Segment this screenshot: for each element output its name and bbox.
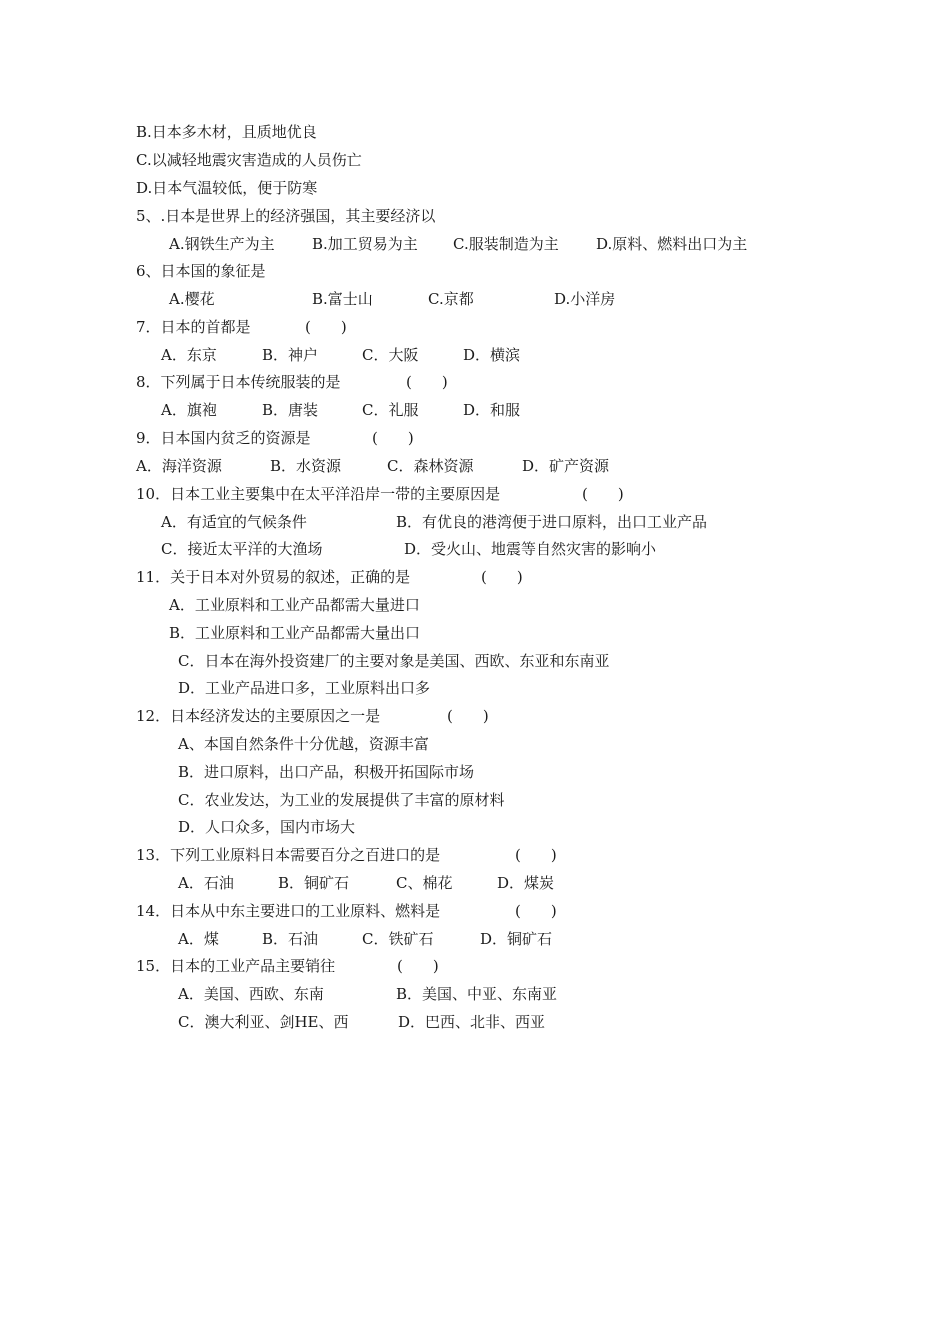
q12-stem: 12．日本经济发达的主要原因之一是 <box>136 707 381 725</box>
q12-option-b: B．进口原料，出口产品，积极开拓国际市场 <box>178 763 475 781</box>
q12-option-c: C．农业发达，为工业的发展提供了丰富的原材料 <box>178 791 505 809</box>
q8-option-c: C．礼服 <box>362 401 419 419</box>
q13-option-a: A．石油 <box>178 874 234 892</box>
q8-option-d: D．和服 <box>463 401 521 419</box>
q5-option-a: A.钢铁生产为主 <box>169 235 275 253</box>
q6-option-d: D.小洋房 <box>554 290 616 308</box>
q13-option-d: D．煤炭 <box>497 874 555 892</box>
q7-answer-paren: ( ) <box>305 318 347 336</box>
q8-stem: 8．下列属于日本传统服装的是 <box>136 373 341 391</box>
q15-option-a: A．美国、西欧、东南 <box>178 985 324 1003</box>
q7-stem: 7．日本的首都是 <box>136 318 251 336</box>
q5-option-b: B.加工贸易为主 <box>312 235 418 253</box>
q13-stem: 13．下列工业原料日本需要百分之百进口的是 <box>136 846 441 864</box>
q10-answer-paren: ( ) <box>582 485 624 503</box>
q10-option-a: A．有适宜的气候条件 <box>161 513 307 531</box>
q11-option-d: D．工业产品进口多，工业原料出口多 <box>178 679 431 697</box>
q5-option-d: D.原料、燃料出口为主 <box>596 235 748 253</box>
q9-option-b: B．水资源 <box>270 457 342 475</box>
q15-answer-paren: ( ) <box>397 957 439 975</box>
q7-option-d: D．横滨 <box>463 346 521 364</box>
q15-stem: 15．日本的工业产品主要销往 <box>136 957 336 975</box>
q10-option-d: D．受火山、地震等自然灾害的影响小 <box>404 540 657 558</box>
q5-stem: 5、.日本是世界上的经济强国，其主要经济以 <box>136 207 436 225</box>
q9-stem: 9．日本国内贫乏的资源是 <box>136 429 311 447</box>
q6-option-b: B.富士山 <box>312 290 373 308</box>
q15-option-c: C．澳大利亚、剑HE、西 <box>178 1013 349 1031</box>
q10-stem: 10．日本工业主要集中在太平洋沿岸一带的主要原因是 <box>136 485 501 503</box>
q9-answer-paren: ( ) <box>372 429 414 447</box>
q10-option-b: B．有优良的港湾便于进口原料，出口工业产品 <box>396 513 708 531</box>
q11-stem: 11．关于日本对外贸易的叙述，正确的是 <box>136 568 411 586</box>
q4-option-d: D.日本气温较低，便于防寒 <box>136 179 318 197</box>
q8-answer-paren: ( ) <box>406 373 448 391</box>
q4-option-b: B.日本多木材，且质地优良 <box>136 123 317 141</box>
q6-stem: 6、日本国的象征是 <box>136 262 266 280</box>
q12-answer-paren: ( ) <box>447 707 489 725</box>
q4-option-c: C.以减轻地震灾害造成的人员伤亡 <box>136 151 362 169</box>
q15-option-d: D．巴西、北非、西亚 <box>398 1013 546 1031</box>
q14-option-d: D．铜矿石 <box>480 930 553 948</box>
q14-option-a: A．煤 <box>178 930 219 948</box>
q5-option-c: C.服装制造为主 <box>453 235 559 253</box>
q13-option-b: B．铜矿石 <box>278 874 350 892</box>
q7-option-b: B．神户 <box>262 346 319 364</box>
q12-option-a: A、本国自然条件十分优越，资源丰富 <box>178 735 429 753</box>
q9-option-c: C．森林资源 <box>387 457 474 475</box>
q11-option-a: A．工业原料和工业产品都需大量进口 <box>169 596 420 614</box>
q13-answer-paren: ( ) <box>515 846 557 864</box>
q7-option-a: A．东京 <box>161 346 217 364</box>
q6-option-a: A.樱花 <box>169 290 215 308</box>
q15-option-b: B．美国、中亚、东南亚 <box>396 985 558 1003</box>
q11-answer-paren: ( ) <box>481 568 523 586</box>
q12-option-d: D．人口众多，国内市场大 <box>178 818 356 836</box>
q14-answer-paren: ( ) <box>515 902 557 920</box>
q14-stem: 14．日本从中东主要进口的工业原料、燃料是 <box>136 902 441 920</box>
q14-option-b: B．石油 <box>262 930 319 948</box>
q11-option-c: C．日本在海外投资建厂的主要对象是美国、西欧、东亚和东南亚 <box>178 652 610 670</box>
q9-option-d: D．矿产资源 <box>522 457 610 475</box>
q10-option-c: C．接近太平洋的大渔场 <box>161 540 323 558</box>
q6-option-c: C.京都 <box>428 290 474 308</box>
q9-option-a: A．海洋资源 <box>136 457 222 475</box>
q11-option-b: B．工业原料和工业产品都需大量出口 <box>169 624 421 642</box>
q8-option-a: A．旗袍 <box>161 401 217 419</box>
q7-option-c: C．大阪 <box>362 346 419 364</box>
q8-option-b: B．唐装 <box>262 401 319 419</box>
q13-option-c: C、棉花 <box>396 874 453 892</box>
q14-option-c: C．铁矿石 <box>362 930 434 948</box>
